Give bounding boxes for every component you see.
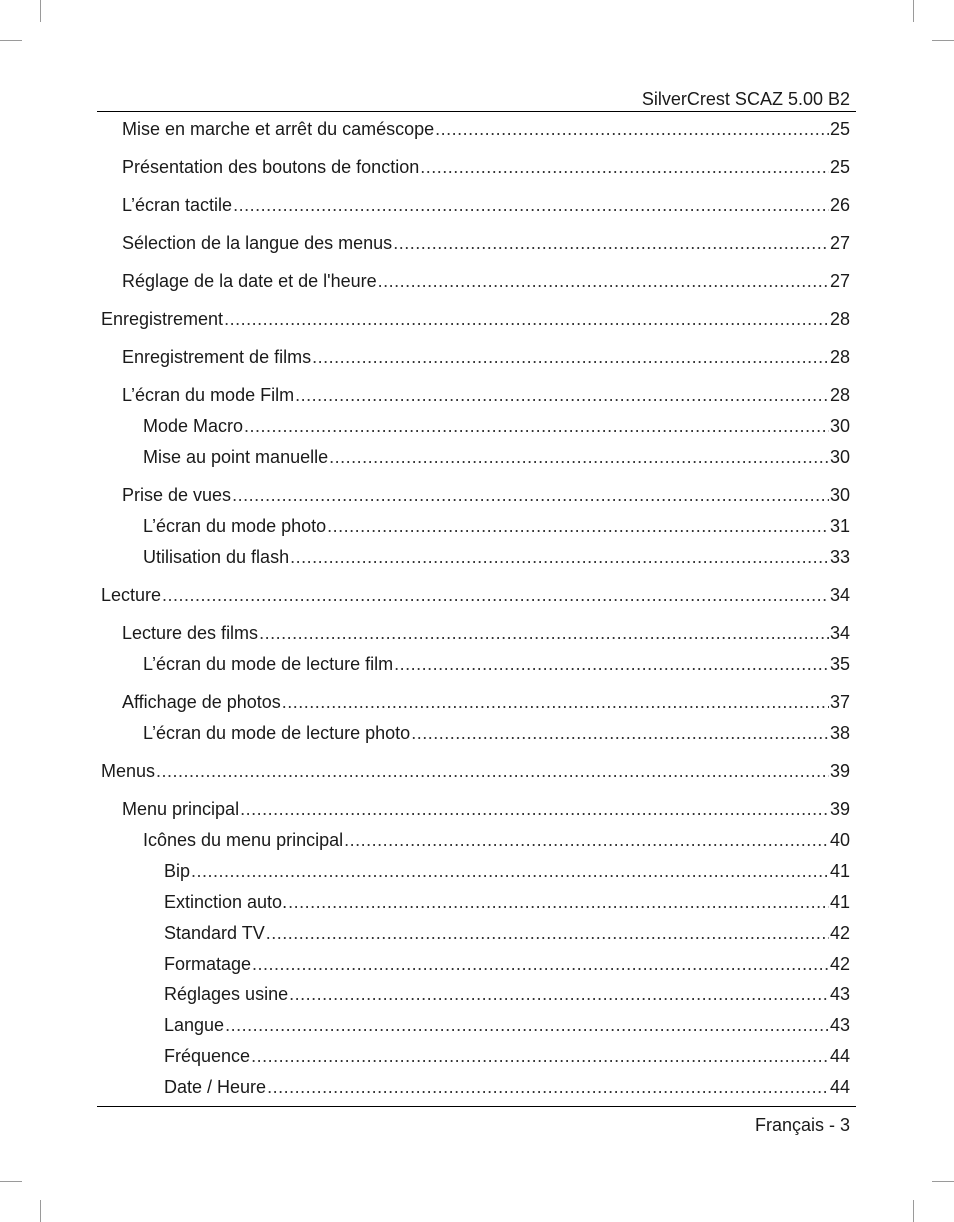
toc-entry-page-number: 26 — [829, 195, 850, 215]
toc-dot-leader — [411, 722, 829, 744]
toc-entry[interactable] — [164, 860, 850, 882]
toc-entry[interactable] — [122, 384, 850, 406]
toc-dot-leader — [162, 584, 829, 606]
toc-entry-title: Mode Macro — [143, 416, 244, 436]
toc-entry[interactable] — [143, 415, 850, 437]
toc-dot-leader — [327, 515, 829, 537]
document-header-title: SilverCrest SCAZ 5.00 B2 — [641, 89, 850, 109]
toc-dot-leader — [435, 118, 829, 140]
toc-entry-title: Date / Heure — [164, 1077, 267, 1097]
toc-dot-leader — [225, 1014, 829, 1036]
toc-entry[interactable] — [164, 1076, 850, 1098]
toc-dot-leader — [266, 922, 829, 944]
toc-dot-leader — [259, 622, 829, 644]
toc-entry-title: Icônes du menu principal — [143, 830, 344, 850]
toc-entry[interactable] — [122, 691, 850, 713]
page-footer: Français - 3 — [754, 1115, 850, 1135]
toc-entry-page-number: 44 — [829, 1046, 850, 1066]
toc-dot-leader — [224, 308, 829, 330]
toc-entry-page-number: 28 — [829, 347, 850, 367]
toc-entry-title: Prise de vues — [122, 485, 232, 505]
toc-entry-title: Mise en marche et arrêt du caméscope — [122, 119, 435, 139]
toc-entry-title: Lecture — [101, 585, 162, 605]
toc-entry[interactable] — [143, 515, 850, 537]
toc-dot-leader — [156, 760, 829, 782]
toc-entry-title: Formatage — [164, 954, 252, 974]
toc-entry-page-number: 42 — [829, 954, 850, 974]
toc-entry[interactable] — [164, 953, 850, 975]
toc-entry-title: L’écran du mode photo — [143, 516, 327, 536]
toc-entry-page-number: 34 — [829, 585, 850, 605]
toc-entry[interactable] — [122, 622, 850, 644]
toc-dot-leader — [290, 546, 829, 568]
toc-entry-title: Réglage de la date et de l'heure — [122, 271, 377, 291]
toc-entry[interactable] — [122, 270, 850, 292]
toc-entry-page-number: 35 — [829, 654, 850, 674]
toc-entry[interactable] — [143, 722, 850, 744]
toc-entry[interactable] — [101, 584, 850, 606]
toc-entry-title: Menus — [101, 761, 156, 781]
toc-entry-title: L’écran du mode de lecture film — [143, 654, 394, 674]
toc-entry-page-number: 30 — [829, 416, 850, 436]
toc-entry-page-number: 39 — [829, 761, 850, 781]
toc-dot-leader — [251, 1045, 829, 1067]
toc-entry-title: Langue — [164, 1015, 225, 1035]
toc-entry-page-number: 31 — [829, 516, 850, 536]
toc-dot-leader — [378, 270, 829, 292]
toc-entry[interactable] — [101, 308, 850, 330]
toc-entry-page-number: 25 — [829, 119, 850, 139]
toc-entry[interactable] — [164, 891, 850, 913]
toc-entry[interactable] — [164, 1045, 850, 1067]
toc-entry-page-number: 34 — [829, 623, 850, 643]
toc-entry-page-number: 43 — [829, 1015, 850, 1035]
toc-entry-page-number: 25 — [829, 157, 850, 177]
toc-entry[interactable] — [122, 194, 850, 216]
toc-entry-title: L’écran du mode de lecture photo — [143, 723, 411, 743]
toc-dot-leader — [232, 484, 829, 506]
toc-entry-title: Bip — [164, 861, 191, 881]
toc-entry-title: Sélection de la langue des menus — [122, 233, 393, 253]
toc-entry[interactable] — [143, 653, 850, 675]
toc-dot-leader — [393, 232, 829, 254]
toc-entry[interactable] — [101, 760, 850, 782]
toc-entry[interactable] — [164, 983, 850, 1005]
toc-dot-leader — [329, 446, 829, 468]
toc-dot-leader — [394, 653, 829, 675]
toc-entry[interactable] — [143, 546, 850, 568]
toc-entry-page-number: 41 — [829, 892, 850, 912]
toc-entry-title: L’écran du mode Film — [122, 385, 295, 405]
toc-dot-leader — [289, 983, 829, 1005]
toc-entry-title: Menu principal — [122, 799, 240, 819]
toc-entry[interactable] — [122, 484, 850, 506]
toc-entry-page-number: 38 — [829, 723, 850, 743]
toc-entry-title: Utilisation du flash — [143, 547, 290, 567]
toc-entry-title: Fréquence — [164, 1046, 251, 1066]
toc-entry[interactable] — [143, 829, 850, 851]
toc-entry-title: Enregistrement de films — [122, 347, 312, 367]
toc-entry-title: Standard TV — [164, 923, 265, 943]
toc-entry[interactable] — [122, 346, 850, 368]
toc-entry-page-number: 41 — [829, 861, 850, 881]
toc-entry-title: Enregistrement — [101, 309, 224, 329]
toc-entry-page-number: 27 — [829, 271, 850, 291]
toc-entry-page-number: 39 — [829, 799, 850, 819]
footer-rule — [97, 1106, 856, 1107]
toc-dot-leader — [240, 798, 829, 820]
toc-dot-leader — [252, 953, 829, 975]
toc-entry-title: Lecture des films — [122, 623, 259, 643]
toc-dot-leader — [233, 194, 829, 216]
toc-entry[interactable] — [122, 118, 850, 140]
toc-entry-title: Extinction auto. — [164, 892, 288, 912]
toc-entry-title: Mise au point manuelle — [143, 447, 329, 467]
toc-entry[interactable] — [122, 798, 850, 820]
toc-entry[interactable] — [164, 922, 850, 944]
toc-entry-title: L’écran tactile — [122, 195, 233, 215]
toc-entry[interactable] — [122, 232, 850, 254]
toc-entry-page-number: 30 — [829, 447, 850, 467]
toc-entry-page-number: 33 — [829, 547, 850, 567]
toc-entry-title: Réglages usine — [164, 984, 289, 1004]
toc-dot-leader — [344, 829, 829, 851]
toc-entry[interactable] — [143, 446, 850, 468]
toc-entry-page-number: 42 — [829, 923, 850, 943]
toc-dot-leader — [244, 415, 829, 437]
toc-dot-leader — [191, 860, 829, 882]
toc-entry-title: Affichage de photos — [122, 692, 281, 712]
toc-entry-page-number: 28 — [829, 309, 850, 329]
toc-dot-leader — [288, 891, 829, 913]
toc-dot-leader — [295, 384, 829, 406]
toc-entry-page-number: 40 — [829, 830, 850, 850]
toc-dot-leader — [312, 346, 829, 368]
toc-entry-title: Présentation des boutons de fonction — [122, 157, 420, 177]
toc-dot-leader — [420, 156, 829, 178]
toc-entry-page-number: 44 — [829, 1077, 850, 1097]
toc-entry[interactable] — [164, 1014, 850, 1036]
toc-entry-page-number: 30 — [829, 485, 850, 505]
toc-entry-page-number: 37 — [829, 692, 850, 712]
toc-dot-leader — [282, 691, 829, 713]
toc-entry-page-number: 43 — [829, 984, 850, 1004]
toc-entry-page-number: 28 — [829, 385, 850, 405]
toc-entry-page-number: 27 — [829, 233, 850, 253]
toc-entry[interactable] — [122, 156, 850, 178]
toc-dot-leader — [267, 1076, 829, 1098]
